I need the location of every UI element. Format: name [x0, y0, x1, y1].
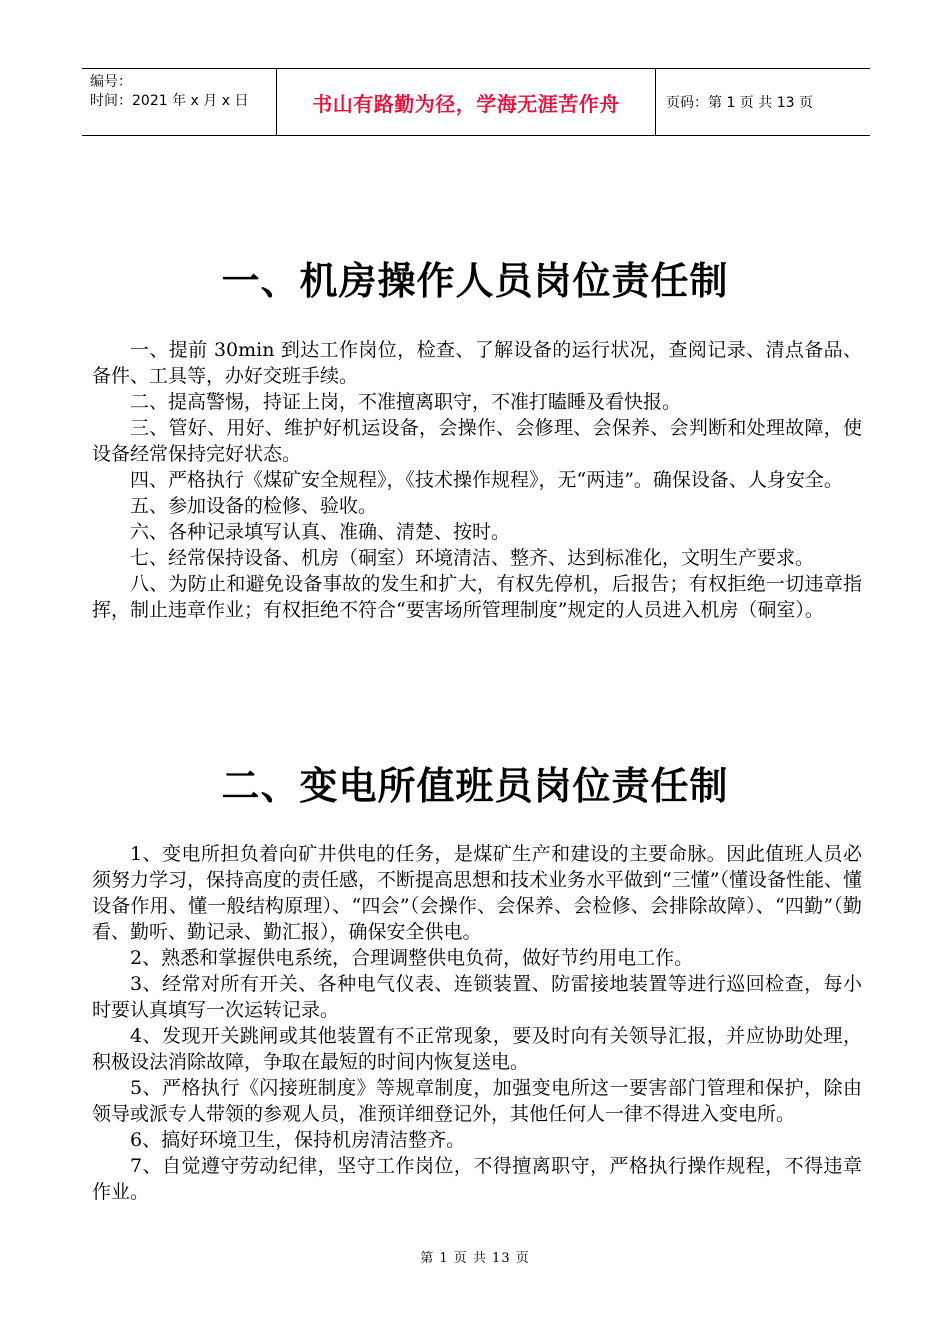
- paragraph: 五、参加设备的检修、验收。: [130, 495, 378, 517]
- paragraph: 七、经常保持设备、机房（硐室）环境清洁、整齐、达到标准化，文明生产要求。: [130, 547, 815, 569]
- paragraph: 1、变电所担负着向矿井供电的任务，是煤矿生产和建设的主要命脉。因此值班人员必须努力学习，保持高度的责任感，不断提高思想和技术业务水平做到“三懂”（懂设备性能、懂设备作用、懂一般结构原理）、“四会”（会操作、会保养、会检修、会排除故障）、“四勤”（勤看、勤听、勤记录、勤汇报），确保安全供电。: [92, 843, 862, 943]
- paragraph: 5、严格执行《闪接班制度》等规章制度，加强变电所这一要害部门管理和保护，除由领导或派专人带领的参观人员，准预详细登记外，其他任何人一律不得进入变电所。: [92, 1077, 862, 1125]
- paragraph: 六、各种记录填写认真、准确、清楚、按时。: [130, 521, 511, 543]
- paragraph: 八、为防止和避免设备事故的发生和扩大，有权先停机，后报告；有权拒绝一切违章指挥，制止违章作业；有权拒绝不符合“要害场所管理制度”规定的人员进入机房（硐室）。: [92, 573, 862, 621]
- paragraph: 三、管好、用好、维护好机运设备，会操作、会修理、会保养、会判断和处理故障，使设备经常保持完好状态。: [92, 417, 862, 465]
- paragraph: 2、熟悉和掌握供电系统，合理调整供电负荷，做好节约用电工作。: [130, 947, 694, 969]
- paragraph: 3、经常对所有开关、各种电气仪表、连锁装置、防雷接地装置等进行巡回检查，每小时要认真填写一次运转记录。: [92, 973, 862, 1021]
- page-header: [82, 68, 870, 136]
- section-body-1: [92, 337, 862, 623]
- header-motto-cell: [277, 69, 656, 135]
- paragraph: 6、搞好环境卫生，保持机房清洁整齐。: [130, 1129, 466, 1151]
- paragraph: 4、发现开关跳闸或其他装置有不正常现象，要及时向有关领导汇报，并应协助处理，积极设法消除故障，争取在最短的时间内恢复送电。: [92, 1025, 862, 1073]
- page-footer: 第 1 页 共 13 页: [420, 1251, 530, 1266]
- section-title-2: 二、变电所值班员岗位责任制: [221, 764, 729, 808]
- paragraph: 四、严格执行《煤矿安全规程》，《技术操作规程》，无“两违”。确保设备、人身安全。: [130, 469, 843, 491]
- section-body-2: [92, 841, 862, 1205]
- header-page-cell: [656, 69, 870, 135]
- header-page-number: 页码：第 1 页 共 13 页: [666, 95, 813, 111]
- header-meta: [82, 69, 277, 135]
- paragraph: 二、提高警惕，持证上岗，不准擅离职守，不准打瞌睡及看快报。: [130, 391, 682, 413]
- paragraph: 一、提前 30min 到达工作岗位，检查、了解设备的运行状况，查阅记录、清点备品、备件、工具等，办好交班手续。: [92, 339, 862, 387]
- paragraph: 7、自觉遵守劳动纪律，坚守工作岗位，不得擅离职守，严格执行操作规程，不得违章作业。: [92, 1155, 862, 1203]
- section-title-1: 一、机房操作人员岗位责任制: [221, 259, 729, 303]
- header-motto: 书山有路勤为径，学海无涯苦作舟: [312, 91, 620, 116]
- document-number-label: 编号：: [90, 74, 132, 90]
- document-time-label: 时间：2021 年 x 月 x 日: [90, 93, 249, 109]
